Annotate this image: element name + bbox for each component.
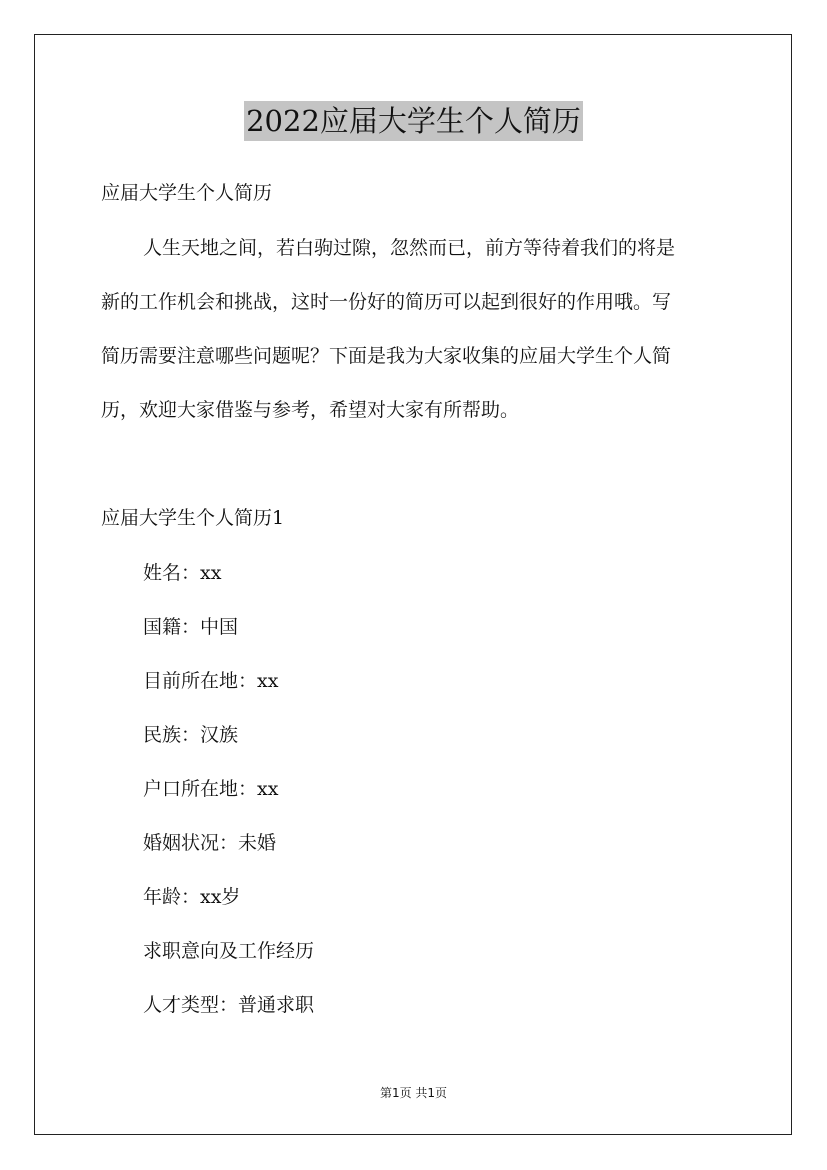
intro-line-3: 简历需要注意哪些问题呢？下面是我为大家收集的应届大学生个人简 [101, 345, 672, 367]
section-title: 应届大学生个人简历1 [101, 507, 285, 529]
field-marital-status: 婚姻状况：未婚 [143, 832, 277, 854]
field-hukou-location: 户口所在地：xx [143, 778, 279, 800]
field-age: 年龄：xx岁 [143, 886, 241, 908]
intro-line-4: 历，欢迎大家借鉴与参考，希望对大家有所帮助。 [101, 399, 520, 421]
title-container [0, 101, 827, 141]
field-job-intention: 求职意向及工作经历 [143, 940, 315, 962]
intro-line-2: 新的工作机会和挑战，这时一份好的简历可以起到很好的作用哦。写 [101, 291, 672, 313]
page-footer: 第1页 共1页 [379, 1086, 448, 1100]
field-current-location: 目前所在地：xx [143, 670, 279, 692]
field-name: 姓名：xx [143, 562, 222, 584]
field-talent-type: 人才类型：普通求职 [143, 994, 315, 1016]
document-title: 2022应届大学生个人简历 [244, 101, 583, 141]
field-nationality: 国籍：中国 [143, 616, 239, 638]
document-heading: 应届大学生个人简历 [101, 182, 273, 204]
field-ethnicity: 民族：汉族 [143, 724, 239, 746]
intro-line-1: 人生天地之间，若白驹过隙，忽然而已，前方等待着我们的将是 [143, 237, 676, 259]
